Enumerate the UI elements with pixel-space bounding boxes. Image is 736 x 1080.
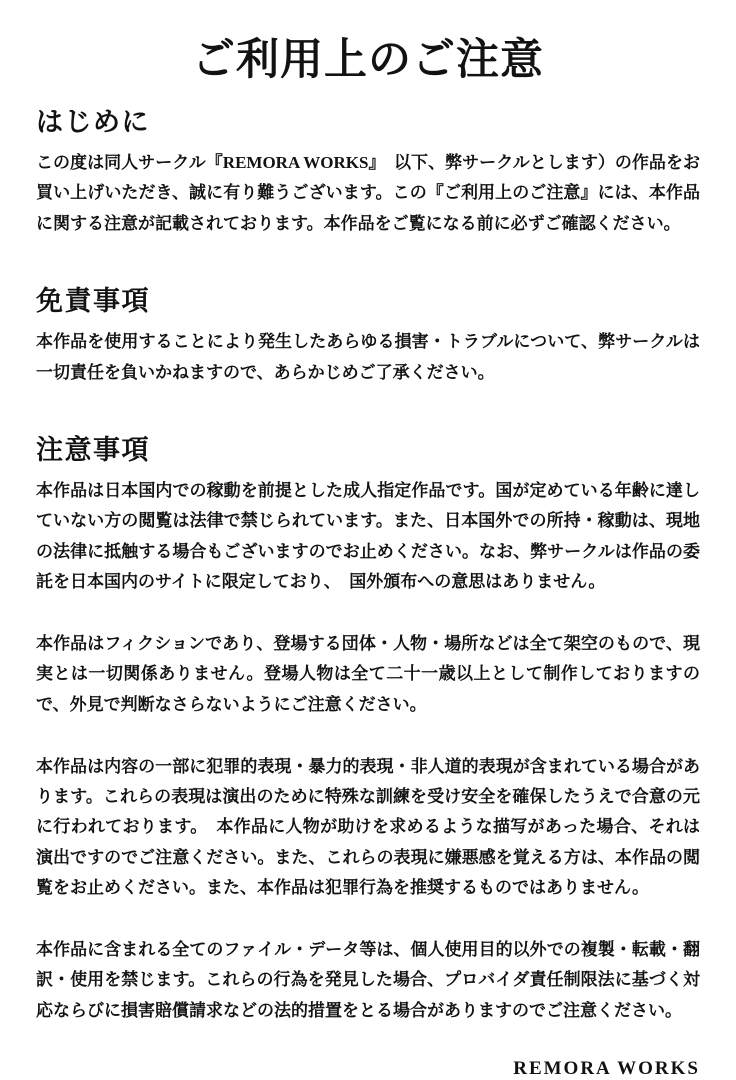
paragraph-precautions-fiction: 本作品はフィクションであり、登場する団体・人物・場所などは全て架空のもので、現実とは一切関係ありません。登場人物は全て二十一歳以上として制作しておりますので、外見で判断なさらないようにご注意ください。 (36, 634, 700, 714)
document-page (0, 34, 736, 1079)
section-introduction (36, 106, 700, 239)
circle-name-footer: REMORA WORKS (513, 1057, 700, 1079)
paragraph-introduction: この度は同人サークル『REMORA WORKS』 以下、弊サークルとします）の作品をお買い上げいただき、誠に有り難うございます。この『ご利用上のご注意』には、本作品に関する注意が記載されております。本作品をご覧になる前に必ずご確認ください。 (36, 153, 700, 233)
paragraph-precautions-expression: 本作品は内容の一部に犯罪的表現・暴力的表現・非人道的表現が含まれている場合があります。これらの表現は演出のために特殊な訓練を受け安全を確保したうえで合意の元に行われております。 本作品に人物が助けを求めるような描写があった場合、それは演出ですのでご注意ください。また、これらの表現に嫌悪感を覚える方は、本作品の閲覧をお止めください。また、本作品は犯罪行為を推奨するものではありません。 (36, 756, 700, 897)
section-heading-precautions: 注意事項 (36, 434, 150, 465)
paragraph-precautions-region: 本作品は日本国内での稼動を前提とした成人指定作品です。国が定めている年齢に達していない方の閲覧は法律で禁じられています。また、日本国外での所持・稼動は、現地の法律に抵触する場合もございますのでお止めください。なお、弊サークルは作品の委託を日本国内のサイトに限定しており、 国外頒布への意思はありません。 (36, 481, 700, 591)
paragraph-precautions-copyright: 本作品に含まれる全てのファイル・データ等は、個人使用目的以外での複製・転載・翻訳・使用を禁じます。これらの行為を発見した場合、プロバイダ責任制限法に基づく対応ならびに損害賠償請求などの法的措置をとる場合がありますのでご注意ください。 (36, 940, 700, 1020)
section-precautions (36, 434, 700, 1026)
paragraph-disclaimer: 本作品を使用することにより発生したあらゆる損害・トラブルについて、弊サークルは一切責任を負いかねますので、あらかじめご了承ください。 (36, 332, 700, 382)
page-title: ご利用上のご注意 (192, 37, 544, 84)
section-heading-disclaimer: 免責事項 (36, 285, 150, 316)
section-heading-introduction: はじめに (36, 106, 150, 137)
section-disclaimer (36, 285, 700, 388)
